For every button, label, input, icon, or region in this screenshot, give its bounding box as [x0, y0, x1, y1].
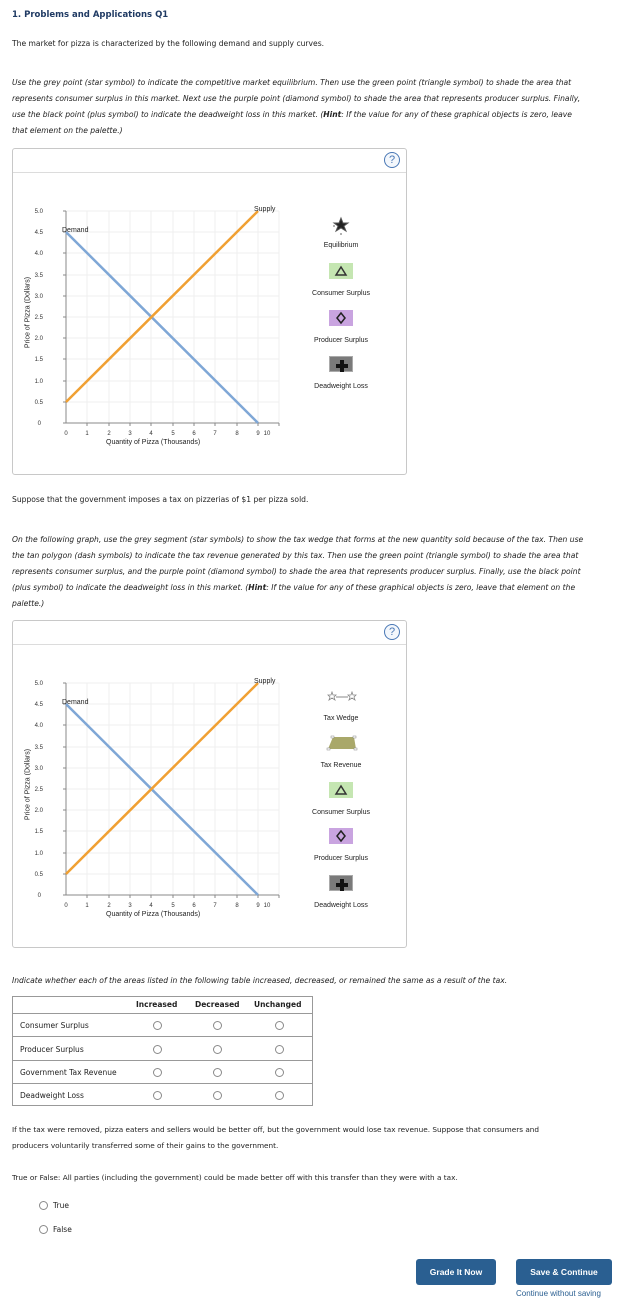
supply-curve-label: Supply [254, 206, 276, 213]
graph-panel-1 [12, 148, 407, 475]
svg-text:4.0: 4.0 [34, 723, 43, 729]
option-false-label: False [53, 1225, 72, 1234]
svg-text:6: 6 [192, 431, 196, 437]
triangle-icon[interactable] [329, 263, 353, 279]
radio-cs-decreased[interactable] [213, 1021, 222, 1030]
svg-text:1: 1 [85, 431, 89, 437]
svg-text:2: 2 [107, 903, 111, 909]
svg-text:10: 10 [263, 431, 271, 437]
svg-text:1.0: 1.0 [34, 379, 43, 385]
radio-ps-increased[interactable] [153, 1045, 162, 1054]
transfer-text [12, 1122, 539, 1154]
svg-text:1: 1 [85, 903, 89, 909]
plus-icon[interactable] [329, 875, 353, 891]
svg-text:8: 8 [235, 903, 239, 909]
table-row [13, 1061, 312, 1084]
diamond-icon[interactable] [329, 828, 353, 844]
radio-dwl-decreased[interactable] [213, 1091, 222, 1100]
y-axis-label: Price of Pizza (Dollars) [24, 276, 32, 349]
svg-text:5: 5 [171, 431, 175, 437]
svg-text:0: 0 [37, 893, 41, 899]
instruction-text: use the black point (plus symbol) to indicate the deadweight loss in this market. ( [12, 110, 324, 119]
radio-tax-revenue-decreased[interactable] [213, 1068, 222, 1077]
true-false-question: True or False: All parties (including the government) could be made better off with this transfer than they were with a tax. [12, 1173, 458, 1182]
table-row [13, 1014, 312, 1037]
triangle-icon[interactable] [329, 782, 353, 798]
demand-curve-label: Demand [62, 699, 89, 706]
continue-without-saving-link[interactable]: Continue without saving [516, 1289, 601, 1298]
svg-text:4.5: 4.5 [34, 702, 43, 708]
svg-text:10: 10 [263, 903, 271, 909]
svg-text:3.0: 3.0 [34, 294, 43, 300]
palette-label-deadweight-loss: Deadweight Loss [314, 383, 368, 390]
svg-text:1.5: 1.5 [34, 829, 43, 835]
help-icon[interactable]: ? [384, 152, 400, 168]
svg-text:7: 7 [213, 903, 217, 909]
tax-revenue-polygon-icon[interactable] [326, 735, 358, 751]
svg-text:2.0: 2.0 [34, 808, 43, 814]
svg-text:2.0: 2.0 [34, 336, 43, 342]
svg-text:4.5: 4.5 [34, 230, 43, 236]
svg-text:4: 4 [149, 431, 153, 437]
palette-label-consumer-surplus: Consumer Surplus [312, 290, 370, 297]
svg-text:0.5: 0.5 [34, 872, 43, 878]
radio-cs-increased[interactable] [153, 1021, 162, 1030]
svg-text:9: 9 [256, 903, 260, 909]
svg-text:8: 8 [235, 431, 239, 437]
instruction-line: represents consumer surplus, and the purple point (diamond symbol) to shade the area that represents producer surplus. Finally, use the black point [12, 567, 581, 576]
instruction-line: that element on the palette.) [12, 126, 123, 135]
demand-curve-label: Demand [62, 227, 89, 234]
table-header [13, 997, 312, 1014]
question-title: 1. Problems and Applications Q1 [12, 10, 169, 20]
svg-text:3.0: 3.0 [34, 766, 43, 772]
table-instruction: Indicate whether each of the areas listed in the following table increased, decreased, or remained the same as a result of the tax. [12, 976, 508, 985]
svg-text:0: 0 [64, 431, 68, 437]
table-row [13, 1037, 312, 1061]
transfer-line: If the tax were removed, pizza eaters and sellers would be better off, but the government would lose tax revenue. Suppose that consumers and [12, 1125, 540, 1134]
svg-text:4.0: 4.0 [34, 251, 43, 257]
y-axis-label: Price of Pizza (Dollars) [24, 748, 32, 821]
palette-label-producer-surplus: Producer Surplus [313, 337, 369, 344]
svg-text:0: 0 [37, 421, 41, 427]
instructions-graph-1 [12, 75, 632, 139]
palette-label-tax-wedge: Tax Wedge [323, 715, 359, 722]
svg-text:0: 0 [64, 903, 68, 909]
radio-false[interactable] [39, 1225, 48, 1234]
instruction-line: Use the grey point (star symbol) to indicate the competitive market equilibrium. Then use the green point (triangle symbol) to shade the area that [12, 78, 572, 87]
intro-text: The market for pizza is characterized by the following demand and supply curves. [12, 39, 325, 48]
svg-text:0.5: 0.5 [34, 400, 43, 406]
instruction-line [12, 580, 637, 596]
palette-label-consumer-surplus: Consumer Surplus [312, 809, 370, 816]
svg-text:5.0: 5.0 [34, 209, 43, 215]
transfer-line: producers voluntarily transferred some of their gains to the government. [12, 1141, 279, 1150]
svg-text:5.0: 5.0 [34, 681, 43, 687]
instructions-graph-2 [12, 532, 637, 612]
instruction-text: : If the value for any of these graphical objects is zero, leave [341, 110, 572, 119]
table-row [13, 1084, 312, 1107]
palette-label-tax-revenue: Tax Revenue [320, 762, 362, 769]
effects-table [12, 996, 313, 1106]
svg-text:1.5: 1.5 [34, 357, 43, 363]
instruction-line: represents consumer surplus in this market. Next use the purple point (diamond symbol) to shade the area that represents producer surplus. Finally, [12, 94, 581, 103]
instruction-line: palette.) [12, 599, 45, 608]
column-unchanged: Unchanged [254, 1000, 302, 1009]
star-icon[interactable] [331, 216, 351, 236]
grade-it-now-button[interactable]: Grade It Now [416, 1259, 496, 1285]
svg-text:5: 5 [171, 903, 175, 909]
plus-icon[interactable] [329, 356, 353, 372]
svg-text:7: 7 [213, 431, 217, 437]
instruction-line [12, 107, 632, 123]
palette-label-producer-surplus: Producer Surplus [313, 855, 369, 862]
column-increased: Increased [136, 1000, 178, 1009]
row-label: Deadweight Loss [20, 1091, 84, 1100]
svg-text:2.5: 2.5 [34, 787, 43, 793]
diamond-icon[interactable] [329, 310, 353, 326]
option-true-label: True [53, 1201, 69, 1210]
x-axis-label: Quantity of Pizza (Thousands) [106, 911, 201, 918]
svg-text:4: 4 [149, 903, 153, 909]
radio-dwl-increased[interactable] [153, 1091, 162, 1100]
radio-dwl-unchanged[interactable] [275, 1091, 284, 1100]
svg-text:3.5: 3.5 [34, 273, 43, 279]
svg-text:3.5: 3.5 [34, 745, 43, 751]
help-icon[interactable]: ? [384, 624, 400, 640]
tax-text: Suppose that the government imposes a tax on pizzerias of $1 per pizza sold. [12, 495, 309, 504]
palette-label-deadweight-loss: Deadweight Loss [314, 902, 368, 909]
svg-text:6: 6 [192, 903, 196, 909]
row-label: Government Tax Revenue [20, 1068, 117, 1077]
hint-label: Hint [248, 583, 267, 592]
tax-wedge-icon[interactable] [327, 691, 357, 703]
radio-tax-revenue-unchanged[interactable] [275, 1068, 284, 1077]
row-label: Producer Surplus [20, 1045, 84, 1054]
supply-curve-label: Supply [254, 678, 276, 685]
x-axis-label: Quantity of Pizza (Thousands) [106, 439, 201, 446]
svg-text:2.5: 2.5 [34, 315, 43, 321]
instruction-line: On the following graph, use the grey segment (star symbols) to show the tax wedge that forms at the new quantity sold because of the tax. Then use [12, 535, 584, 544]
radio-cs-unchanged[interactable] [275, 1021, 284, 1030]
svg-text:3: 3 [128, 431, 132, 437]
radio-ps-unchanged[interactable] [275, 1045, 284, 1054]
svg-text:9: 9 [256, 431, 260, 437]
instruction-text: (plus symbol) to indicate the deadweight loss in this market. ( [12, 583, 249, 592]
instruction-text: : If the value for any of these graphical objects is zero, leave that element on the [266, 583, 576, 592]
palette-label-equilibrium: Equilibrium [323, 242, 359, 249]
graph-panel-2 [12, 620, 407, 948]
row-label: Consumer Surplus [20, 1021, 89, 1030]
svg-text:2: 2 [107, 431, 111, 437]
radio-true[interactable] [39, 1201, 48, 1210]
instruction-line: the tan polygon (dash symbols) to indicate the tax revenue generated by this tax. Then use the green point (triangle symbol) to shade the area that [12, 551, 579, 560]
save-continue-button[interactable]: Save & Continue [516, 1259, 612, 1285]
radio-tax-revenue-increased[interactable] [153, 1068, 162, 1077]
svg-text:1.0: 1.0 [34, 851, 43, 857]
radio-ps-decreased[interactable] [213, 1045, 222, 1054]
hint-label: Hint [323, 110, 342, 119]
svg-text:3: 3 [128, 903, 132, 909]
column-decreased: Decreased [195, 1000, 240, 1009]
